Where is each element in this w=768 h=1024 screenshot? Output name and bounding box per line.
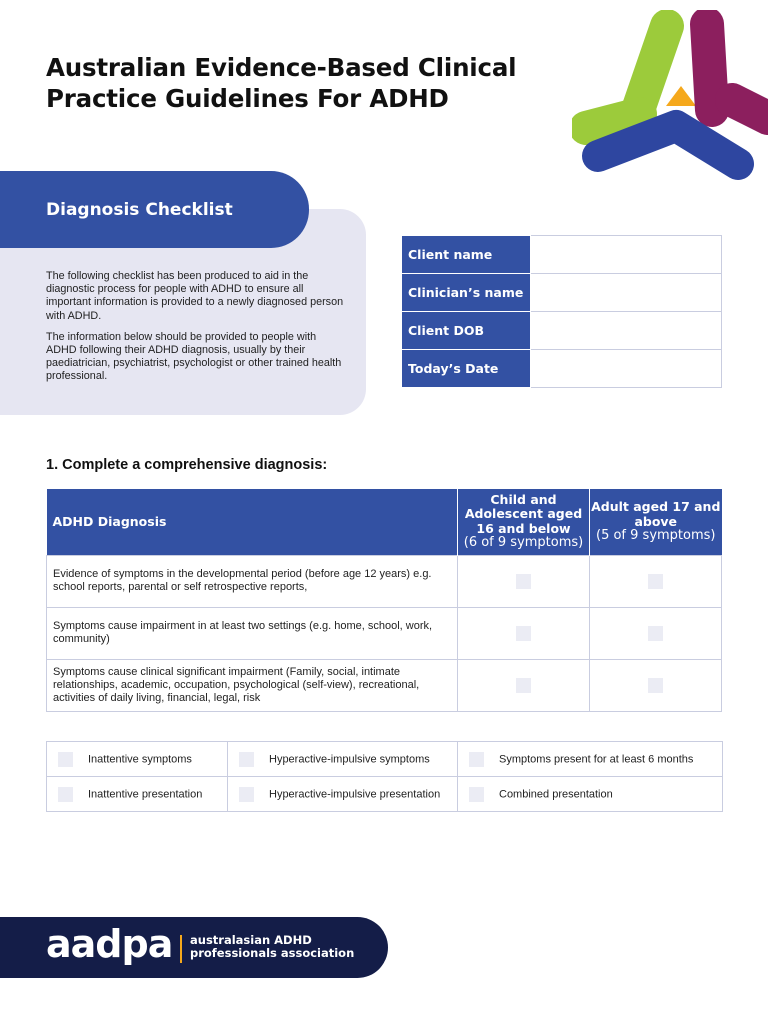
option-label: Symptoms present for at least 6 months [499, 752, 694, 765]
footer-banner [0, 917, 388, 978]
todays-date-label: Today’s Date [402, 350, 531, 388]
todays-date-field[interactable] [531, 350, 722, 388]
option-item[interactable] [458, 742, 723, 777]
option-checkbox[interactable] [469, 752, 484, 767]
option-checkbox[interactable] [239, 787, 254, 802]
client-dob-field[interactable] [531, 312, 722, 350]
clinician-name-field[interactable] [531, 274, 722, 312]
child-checkbox[interactable] [516, 574, 531, 589]
presentation-options-table [46, 741, 723, 812]
adhd-diagnosis-header: ADHD Diagnosis [47, 489, 458, 555]
option-item[interactable] [458, 777, 723, 812]
option-label: Hyperactive-impulsive symptoms [269, 752, 430, 765]
aadpa-logo-icon [572, 10, 768, 186]
intro-text [46, 270, 346, 384]
clinician-name-label: Clinician’s name [402, 274, 531, 312]
child-column-title: Child and Adolescent aged 16 and below [464, 491, 583, 536]
banner-label: Diagnosis Checklist [46, 199, 233, 220]
child-column-header [458, 489, 590, 555]
adult-checkbox[interactable] [648, 574, 663, 589]
adult-checkbox[interactable] [648, 626, 663, 641]
child-checkbox[interactable] [516, 626, 531, 641]
option-checkbox[interactable] [239, 752, 254, 767]
option-item[interactable] [47, 742, 228, 777]
option-item[interactable] [228, 742, 458, 777]
adult-column-header [590, 489, 722, 555]
child-column-subtitle: (6 of 9 symptoms) [463, 535, 584, 551]
option-item[interactable] [228, 777, 458, 812]
child-checkbox[interactable] [516, 678, 531, 693]
option-checkbox[interactable] [58, 787, 73, 802]
diagnosis-table [46, 489, 722, 712]
diagnosis-criterion: Evidence of symptoms in the developmental period (before age 12 years) e.g. school reports, parental or self retrospective reports, [47, 555, 458, 607]
section-heading: 1. Complete a comprehensive diagnosis: [46, 457, 328, 473]
option-item[interactable] [47, 777, 228, 812]
table-row [47, 659, 722, 711]
adult-column-title: Adult aged 17 and above [591, 499, 721, 529]
footer-brand-logo: aadpa [46, 922, 173, 966]
page-title: Australian Evidence-Based Clinical Practice Guidelines For ADHD [46, 53, 517, 113]
client-name-label: Client name [402, 236, 531, 274]
diagnosis-criterion: Symptoms cause impairment in at least two settings (e.g. home, school, work, community) [47, 607, 458, 659]
option-checkbox[interactable] [58, 752, 73, 767]
client-details-table [401, 235, 722, 388]
option-label: Combined presentation [499, 787, 613, 800]
adult-checkbox[interactable] [648, 678, 663, 693]
option-checkbox[interactable] [469, 787, 484, 802]
table-row [47, 607, 722, 659]
footer-divider [180, 935, 182, 963]
option-label: Inattentive presentation [88, 787, 203, 800]
option-label: Hyperactive-impulsive presentation [269, 787, 441, 800]
diagnosis-checklist-banner [0, 171, 309, 248]
client-dob-label: Client DOB [402, 312, 531, 350]
option-label: Inattentive symptoms [88, 752, 192, 765]
footer-tagline: australasian ADHD professionals association [190, 933, 355, 960]
intro-paragraph: The information below should be provided to people with ADHD following their ADHD diagnosis, usually by their paediatrician, psychiatrist, psychologist or other trained health professional. [46, 330, 342, 383]
table-row [47, 555, 722, 607]
adult-column-subtitle: (5 of 9 symptoms) [596, 528, 716, 543]
intro-paragraph: The following checklist has been produced to aid in the diagnostic process for people with ADHD to ensure all important information is provided to a newly diagnosed person with ADHD. [46, 270, 344, 322]
client-name-field[interactable] [531, 236, 722, 274]
diagnosis-criterion: Symptoms cause clinical significant impairment (Family, social, intimate relationships, academic, occupation, psychological (self-view), recreational, activities of daily living, financial, legal, risk [47, 659, 458, 711]
